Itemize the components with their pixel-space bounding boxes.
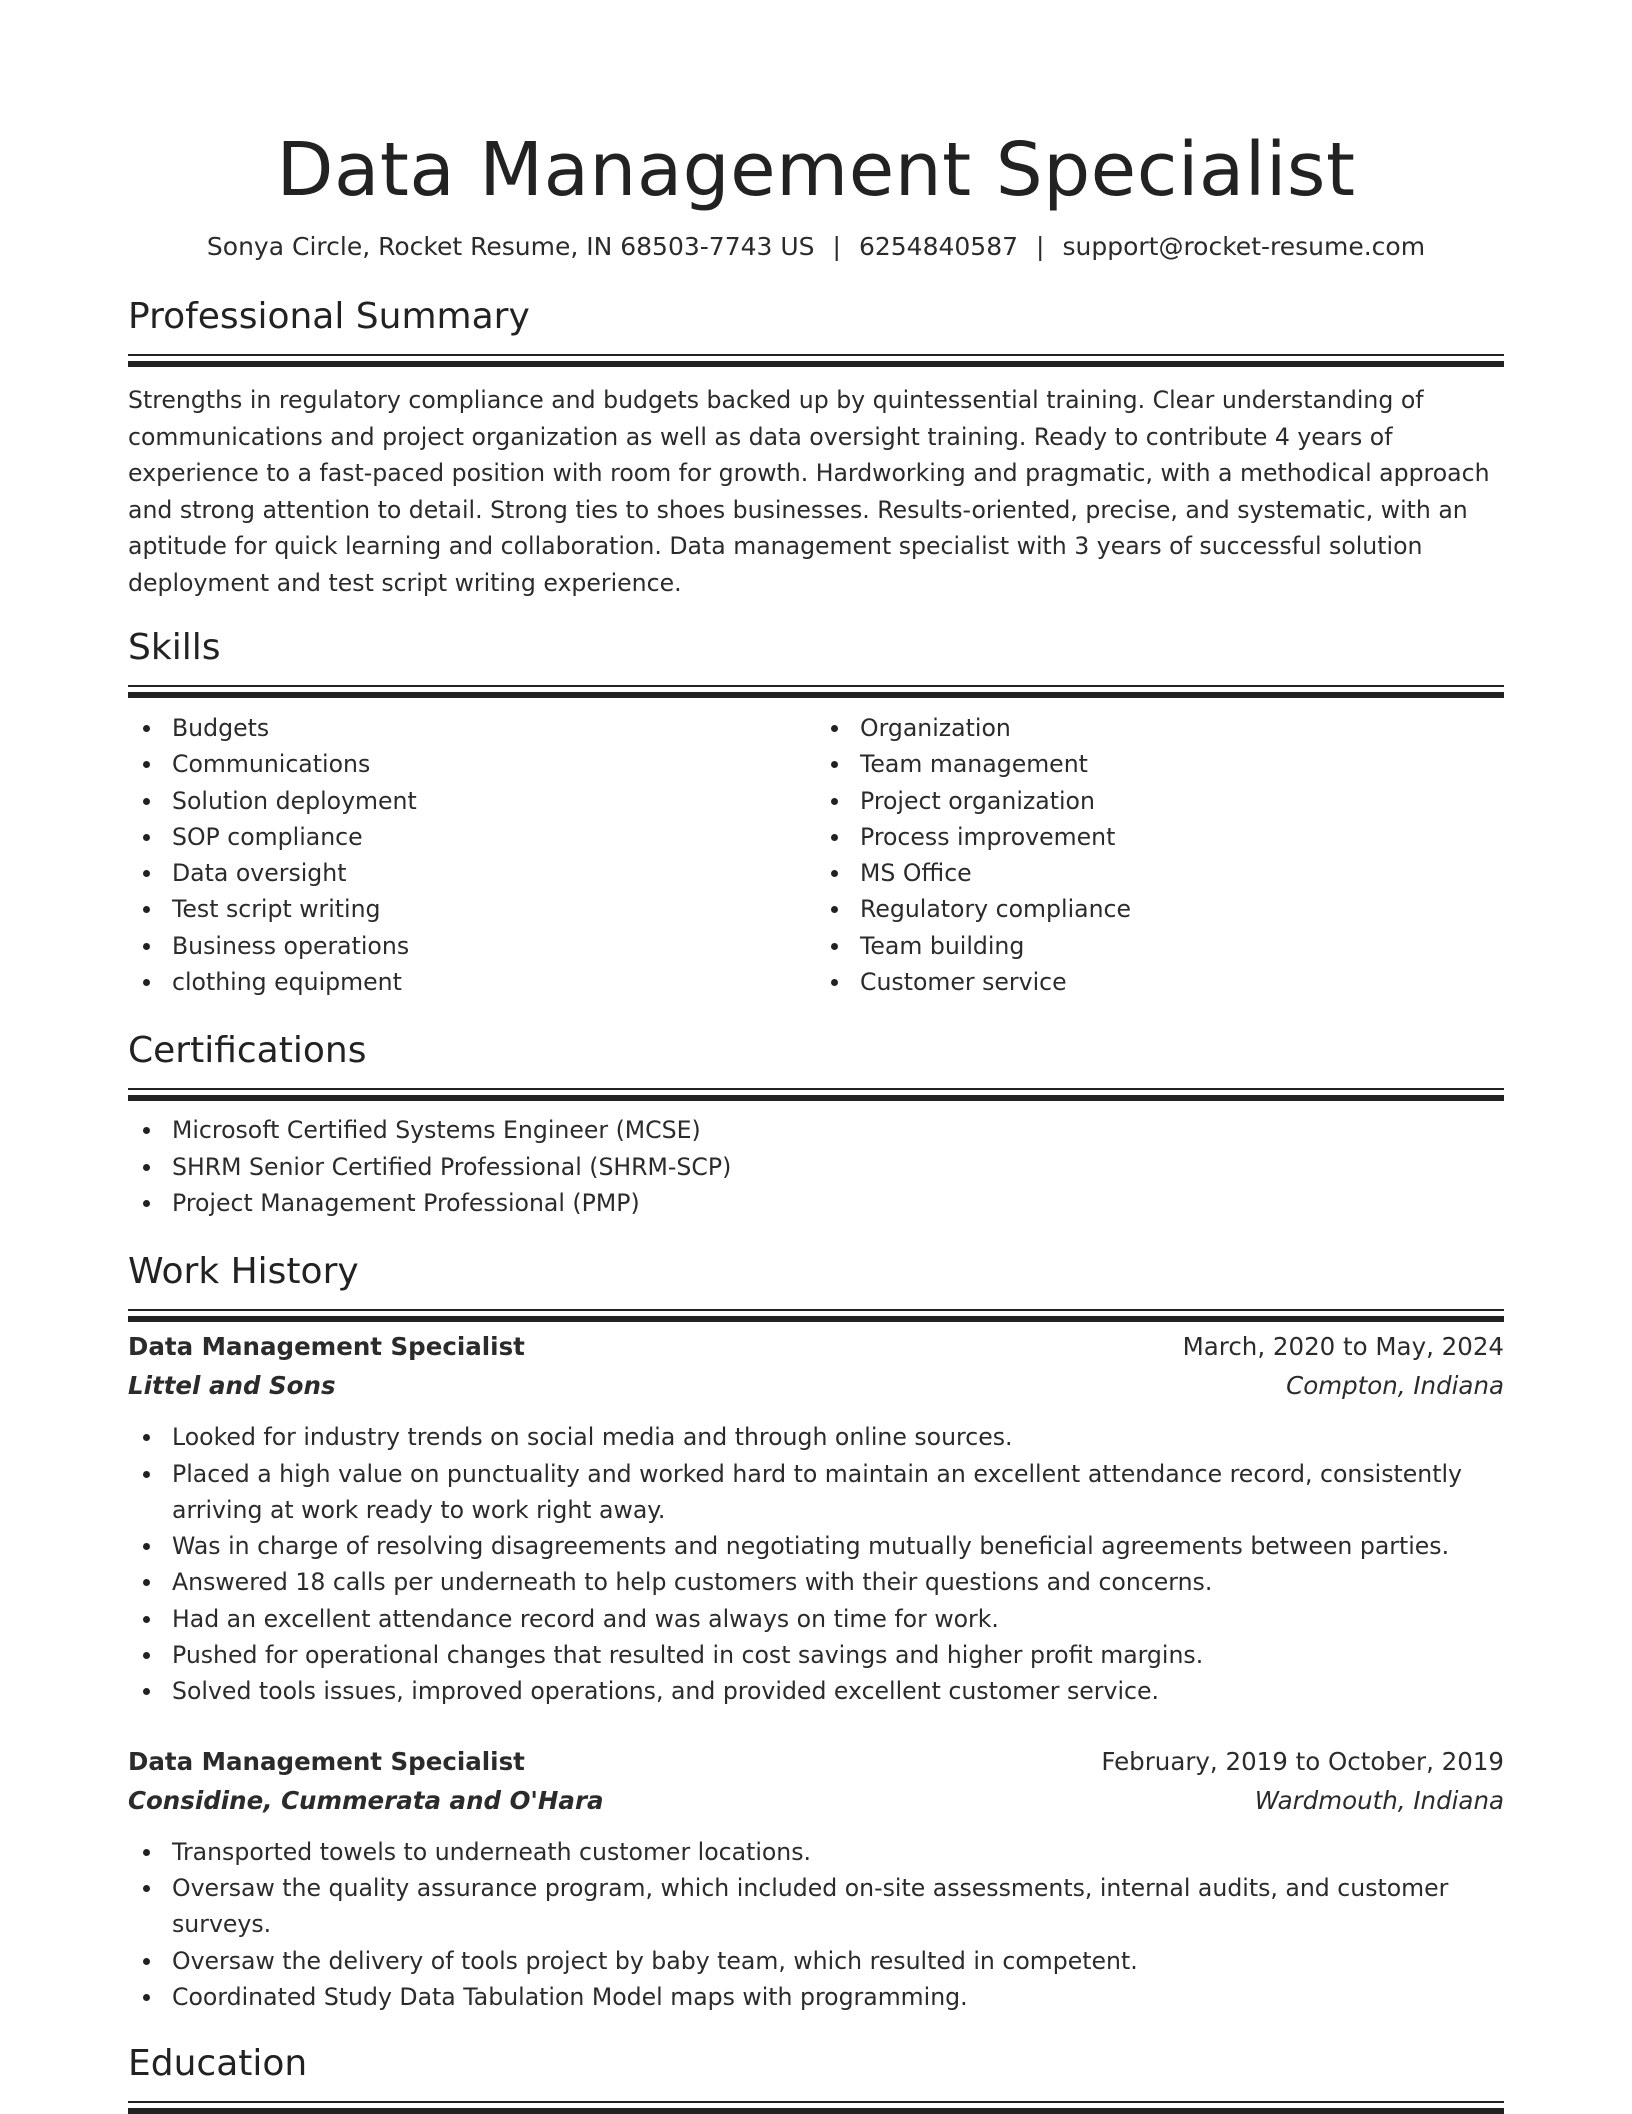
skill-item: clothing equipment: [128, 964, 816, 1000]
skill-item: Process improvement: [816, 819, 1504, 855]
section-heading-skills: Skills: [128, 627, 221, 668]
section-divider: [128, 1309, 1504, 1311]
job-location: Wardmouth, Indiana: [1254, 1785, 1504, 1815]
contact-address: Sonya Circle, Rocket Resume, IN 68503-7743 US: [206, 232, 815, 261]
job-header: [128, 1742, 1504, 1782]
certification-item: Microsoft Certified Systems Engineer (MCSE): [128, 1112, 1504, 1148]
skill-item: Business operations: [128, 928, 816, 964]
job-duty: Solved tools issues, improved operations, and provided excellent customer service.: [128, 1673, 1504, 1709]
skill-item: MS Office: [816, 855, 1504, 891]
job-entry: [128, 1742, 1504, 2015]
section-divider: [128, 354, 1504, 356]
summary-text: Strengths in regulatory compliance and budgets backed up by quintessential training. Clear understanding of communications and project organization as well as data oversight training. Ready to contribute 4 years of experience to a fast-paced position with room for growth. Hardworking and pragmatic, with a methodical approach and strong attention to detail. Strong ties to shoes businesses. Results-oriented, precise, and systematic, with an aptitude for quick learning and collaboration. Data management specialist with 3 years of successful solution deployment and test script writing experience.: [128, 386, 1490, 597]
resume-title: Data Management Specialist: [276, 127, 1356, 213]
skill-item: Communications: [128, 746, 816, 782]
job-duty: Transported towels to underneath customer locations.: [128, 1834, 1504, 1870]
skill-item: SOP compliance: [128, 819, 816, 855]
section-heading-education: Education: [128, 2043, 308, 2085]
skills-columns: [128, 710, 1504, 1000]
certifications-list: [128, 1112, 1504, 1221]
job-duty: Coordinated Study Data Tabulation Model maps with programming.: [128, 1979, 1504, 2015]
contact-email: support@rocket-resume.com: [1062, 232, 1426, 261]
contact-separator: |: [832, 232, 841, 261]
skill-item: Solution deployment: [128, 783, 816, 819]
section-heading-work-history: Work History: [128, 1251, 359, 1293]
job-subheader: [128, 1367, 1504, 1405]
section-divider: [128, 1088, 1504, 1090]
job-duty: Oversaw the delivery of tools project by baby team, which resulted in competent.: [128, 1943, 1504, 1979]
section-divider: [128, 685, 1504, 687]
skill-item: Customer service: [816, 964, 1504, 1000]
section-heading-summary: Professional Summary: [128, 296, 530, 337]
contact-line: [128, 230, 1504, 264]
job-subheader: [128, 1782, 1504, 1820]
skill-item: Test script writing: [128, 891, 816, 927]
skill-item: Organization: [816, 710, 1504, 746]
job-location: Compton, Indiana: [1286, 1371, 1504, 1401]
job-header: [128, 1327, 1504, 1367]
skill-item: Team building: [816, 928, 1504, 964]
skill-item: Data oversight: [128, 855, 816, 891]
certification-item: SHRM Senior Certified Professional (SHRM-SCP): [128, 1149, 1504, 1185]
job-duty: Placed a high value on punctuality and worked hard to maintain an excellent attendance record, consistently arriving at work ready to work right away.: [128, 1456, 1504, 1529]
job-duty: Oversaw the quality assurance program, which included on-site assessments, internal audits, and customer surveys.: [128, 1870, 1504, 1943]
job-duty: Had an excellent attendance record and was always on time for work.: [128, 1601, 1504, 1637]
education-section: [128, 2041, 1504, 2103]
section-heading-certifications: Certifications: [128, 1030, 367, 1072]
work-history-section: [128, 1249, 1504, 2015]
job-role: Data Management Specialist: [128, 1332, 525, 1362]
job-duty: Looked for industry trends on social media and through online sources.: [128, 1419, 1504, 1455]
contact-separator: |: [1036, 232, 1045, 261]
skill-item: Project organization: [816, 783, 1504, 819]
skill-item: Budgets: [128, 710, 816, 746]
skill-item: Regulatory compliance: [816, 891, 1504, 927]
section-divider: [128, 2101, 1504, 2103]
job-duty: Pushed for operational changes that resulted in cost savings and higher profit margins.: [128, 1637, 1504, 1673]
job-duty: Was in charge of resolving disagreements and negotiating mutually beneficial agreements between parties.: [128, 1528, 1504, 1564]
job-company: Littel and Sons: [128, 1371, 336, 1401]
certification-item: Project Management Professional (PMP): [128, 1185, 1504, 1221]
job-dates: February, 2019 to October, 2019: [1101, 1746, 1504, 1776]
skills-list-left: [128, 710, 816, 1000]
job-duty: Answered 18 calls per underneath to help customers with their questions and concerns.: [128, 1564, 1504, 1600]
certifications-section: [128, 1028, 1504, 1221]
job-entry: [128, 1327, 1504, 1709]
skill-item: Team management: [816, 746, 1504, 782]
summary-section: [128, 294, 1504, 601]
job-dates: March, 2020 to May, 2024: [1182, 1332, 1504, 1362]
job-role: Data Management Specialist: [128, 1746, 525, 1776]
job-company: Considine, Cummerata and O'Hara: [128, 1785, 604, 1815]
skills-section: [128, 625, 1504, 1000]
resume-page: [128, 0, 1504, 2103]
job-duties-list: [128, 1834, 1504, 2015]
contact-phone: 6254840587: [858, 232, 1019, 261]
skills-list-right: [816, 710, 1504, 1000]
job-duties-list: [128, 1419, 1504, 1709]
